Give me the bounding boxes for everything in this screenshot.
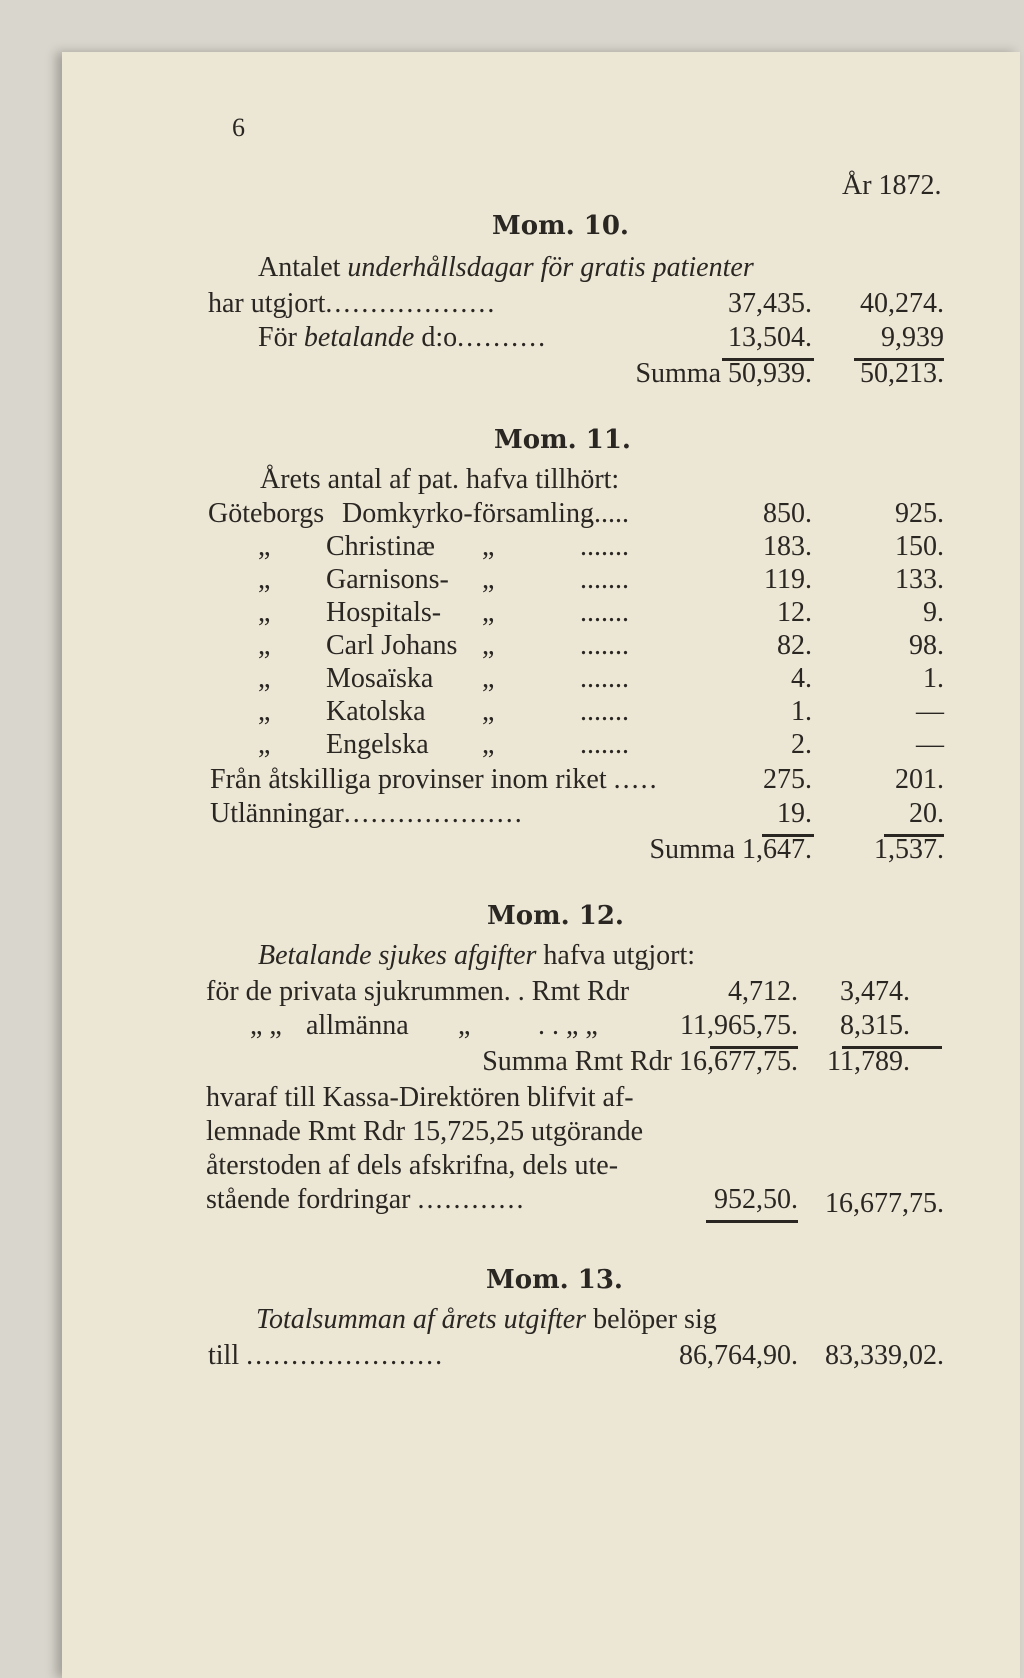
mom11-utlanningar-label	[210, 798, 524, 830]
mom11-provinser-v1: 275.	[763, 764, 812, 795]
mom12-intro-plain: hafva utgjort:	[543, 940, 696, 971]
mom10-intro-plain: Antalet	[258, 252, 341, 283]
mom11-row-v2: 98.	[909, 630, 944, 661]
mom10-row2-italic: betalande	[303, 322, 415, 353]
leader-dots: .......	[580, 564, 629, 595]
mom12-hvaraf-line-3: återstoden af dels afskrifna, dels ute-	[206, 1150, 619, 1181]
mom12-row1-label: för de privata sjukrummen. . Rmt Rdr	[206, 976, 630, 1007]
mom11-row-v2: 1.	[923, 663, 944, 694]
mom10-intro	[258, 252, 754, 284]
mom10-summa-v1: 50,939.	[728, 358, 812, 389]
mom12-summa-v2: 11,789.	[827, 1046, 910, 1077]
mom11-row-name: Christinæ	[326, 531, 435, 562]
mom11-heading: Mom. 11.	[494, 425, 631, 455]
mom13-row-v1: 86,764,90.	[679, 1340, 798, 1371]
mom11-row-prefix: „	[258, 663, 271, 694]
mom11-row-name: Domkyrko-församling	[342, 498, 594, 529]
mom12-heading: Mom. 12.	[487, 901, 624, 931]
mom11-row-ditto: „	[482, 597, 495, 628]
page-number: 6	[232, 113, 245, 142]
mom10-row1-text: har utgjort	[208, 288, 326, 319]
leader-dots: ............	[417, 1184, 526, 1215]
mom11-row-v1: 1.	[791, 696, 812, 727]
mom11-row-prefix: „	[258, 729, 271, 760]
mom11-provinser-v2: 201.	[895, 764, 944, 795]
leader-dots: .......	[580, 597, 629, 628]
mom12-last-label	[206, 1184, 525, 1216]
summa-label: Summa Rmt Rdr	[482, 1046, 672, 1077]
mom11-row-ditto: „	[482, 729, 495, 760]
mom10-row2-plain: För	[258, 322, 297, 353]
mom10-row2-v2: 9,939	[881, 322, 944, 353]
provinser-text: Från åtskilliga provinser inom riket	[210, 764, 607, 795]
mom12-row2-ditto: „	[458, 1010, 471, 1041]
mom12-row2-v2: 8,315.	[840, 1010, 910, 1041]
mom11-row-ditto: „	[482, 663, 495, 694]
sum-rule	[706, 1220, 798, 1223]
mom11-row-v1: 183.	[763, 531, 812, 562]
mom13-intro-italic: Totalsumman af årets utgifter	[256, 1304, 587, 1335]
mom11-row-name: Engelska	[326, 729, 429, 760]
mom12-intro	[258, 940, 695, 972]
mom11-row-ditto: „	[482, 531, 495, 562]
mom11-row-name: Garnisons-	[326, 564, 449, 595]
mom11-row-prefix: „	[258, 531, 271, 562]
mom12-last-v2: 16,677,75.	[825, 1188, 944, 1219]
mom12-summa-v1: 16,677,75.	[679, 1046, 798, 1077]
mom10-row1-v1: 37,435.	[728, 288, 812, 319]
mom10-summa-v2: 50,213.	[860, 358, 944, 389]
mom11-row-v1: 4.	[791, 663, 812, 694]
leader-dots: .......	[580, 696, 629, 727]
fordringar-text: stående fordringar	[206, 1184, 411, 1215]
mom11-row-v1: 850.	[763, 498, 812, 529]
mom11-utlanningar-v1: 19.	[777, 798, 812, 829]
mom12-hvaraf-line-2: lemnade Rmt Rdr 15,725,25 utgörande	[206, 1116, 644, 1147]
mom11-row-v2: 925.	[895, 498, 944, 529]
mom11-provinser-label	[210, 764, 659, 796]
mom12-summa	[462, 1046, 798, 1078]
mom11-row-v2: —	[916, 729, 944, 760]
mom10-row2-label	[258, 322, 547, 354]
leader-dots: ....................	[343, 798, 524, 829]
mom11-row-prefix: „	[258, 597, 271, 628]
mom11-row-prefix: „	[258, 696, 271, 727]
summa-label: Summa	[649, 834, 735, 865]
mom10-row2-rest: d:o	[421, 322, 458, 353]
utlanningar-text: Utlänningar	[210, 798, 344, 829]
mom12-last-v1: 952,50.	[714, 1184, 798, 1215]
mom13-intro-plain: belöper sig	[593, 1304, 717, 1335]
leader-dots: .......	[580, 663, 629, 694]
mom10-row2-v1: 13,504.	[728, 322, 812, 353]
mom11-row-v2: 150.	[895, 531, 944, 562]
mom11-row-name: Hospitals-	[326, 597, 442, 628]
mom11-row-v2: 133.	[895, 564, 944, 595]
mom12-row2-v1: 11,965,75.	[680, 1010, 798, 1041]
leader-dots: ......................	[246, 1340, 445, 1371]
leader-dots: .......	[580, 729, 629, 760]
mom11-summa-v1: 1,647.	[742, 834, 812, 865]
leader-dots: ..........	[457, 322, 548, 353]
leader-dots: .......	[580, 531, 629, 562]
mom11-row-name: Carl Johans	[326, 630, 458, 661]
mom11-row-v1: 2.	[791, 729, 812, 760]
mom11-row-v1: 12.	[777, 597, 812, 628]
mom11-row-v1: 119.	[764, 564, 812, 595]
mom13-row-label	[208, 1340, 444, 1372]
mom12-row2-label: allmänna	[306, 1010, 409, 1041]
mom11-row-ditto: „	[482, 696, 495, 727]
year-header: År 1872.	[842, 170, 942, 201]
mom11-row-prefix: „	[258, 564, 271, 595]
mom10-heading: Mom. 10.	[492, 211, 629, 241]
mom11-row-ditto: „	[482, 564, 495, 595]
till-text: till	[208, 1340, 240, 1371]
mom13-intro	[256, 1304, 717, 1336]
mom12-hvaraf-line-1: hvaraf till Kassa-Direktören blifvit af-	[206, 1082, 634, 1113]
summa-label: Summa	[635, 358, 721, 389]
mom11-summa-v2: 1,537.	[874, 834, 944, 865]
leader-dots: .......	[580, 498, 629, 529]
mom10-row1-label	[208, 288, 496, 320]
mom10-summa	[582, 358, 812, 390]
document-page	[62, 52, 1020, 1678]
mom11-row-prefix: Göteborgs	[208, 498, 325, 529]
leader-dots: .....	[613, 764, 659, 795]
mom11-summa	[562, 834, 812, 866]
mom12-row1-v2: 3,474.	[840, 976, 910, 1007]
mom11-row-name: Katolska	[326, 696, 426, 727]
mom12-row1-v1: 4,712.	[728, 976, 798, 1007]
mom11-row-ditto: „	[482, 630, 495, 661]
mom12-row2-prefix: „ „	[250, 1010, 282, 1041]
leader-dots: .......	[580, 630, 629, 661]
mom13-row-v2: 83,339,02.	[825, 1340, 944, 1371]
mom12-row2-mid: . . „ „	[538, 1010, 598, 1041]
mom11-row-v1: 82.	[777, 630, 812, 661]
mom11-intro: Årets antal af pat. hafva tillhört:	[260, 464, 620, 495]
mom10-intro-italic: underhållsdagar för gratis patienter	[347, 252, 754, 283]
mom11-row-prefix: „	[258, 630, 271, 661]
mom11-row-v2: —	[916, 696, 944, 727]
mom13-heading: Mom. 13.	[486, 1265, 623, 1295]
leader-dots: ...................	[325, 288, 497, 319]
mom12-intro-italic: Betalande sjukes afgifter	[258, 940, 537, 971]
mom10-row1-v2: 40,274.	[860, 288, 944, 319]
mom11-row-name: Mosaïska	[326, 663, 434, 694]
mom11-row-v2: 9.	[923, 597, 944, 628]
mom11-utlanningar-v2: 20.	[909, 798, 944, 829]
